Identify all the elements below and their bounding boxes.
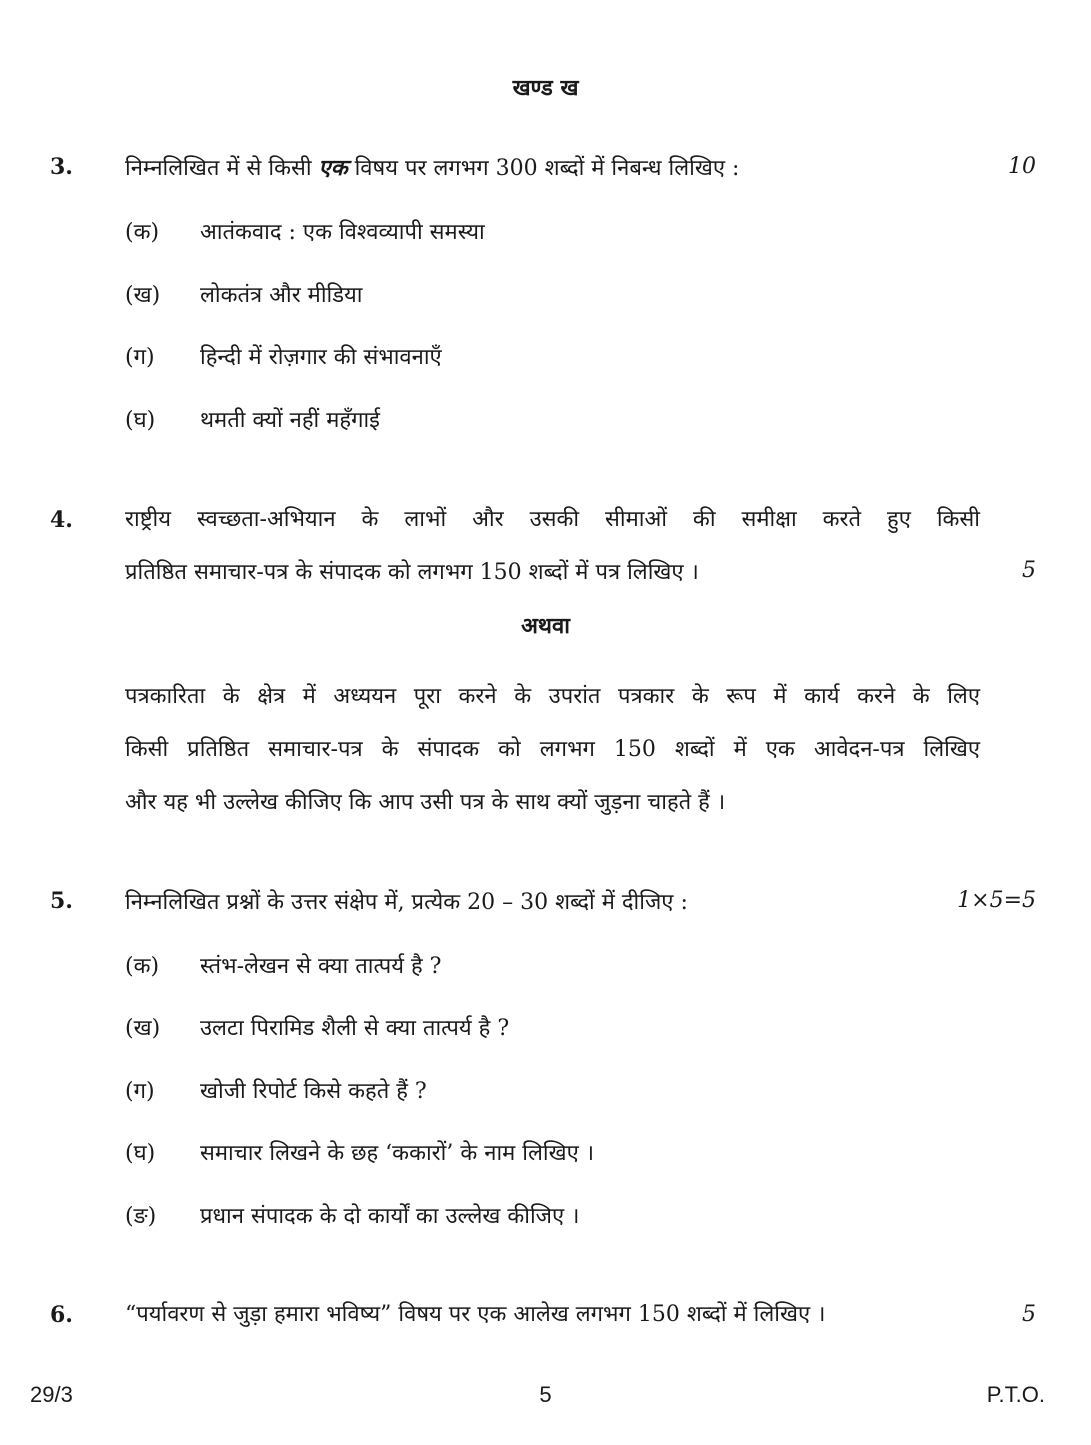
q3-option-text: लोकतंत्र और मीडिया xyxy=(200,283,363,308)
question-3-text xyxy=(125,152,739,182)
question-4-line: प्रतिष्ठित समाचार-पत्र के संपादक को लगभग 150 शब्दों में पत्र लिखिए । xyxy=(125,560,699,585)
page-number: 5 xyxy=(539,1382,552,1407)
question-4-alt-line: और यह भी उल्लेख कीजिए कि आप उसी पत्र के साथ क्यों जुड़ना चाहते हैं । xyxy=(125,790,726,815)
question-5-text: निम्नलिखित प्रश्नों के उत्तर संक्षेप में, प्रत्येक 20 – 30 शब्दों में दीजिए : xyxy=(125,890,688,915)
q5-option-label: (ग) xyxy=(125,1079,155,1104)
q5-option-label: (क) xyxy=(125,954,160,979)
question-3-marks: 10 xyxy=(1008,154,1036,179)
q3-option-label: (ख) xyxy=(125,283,161,308)
section-title: खण्ड ख xyxy=(512,75,579,101)
question-4-alt-line: पत्रकारिता के क्षेत्र में अध्ययन पूरा करने के उपरांत पत्रकार के रूप में कार्य करने के लिए xyxy=(125,684,980,709)
question-5-number: 5. xyxy=(50,888,73,914)
question-3-emphasis: एक xyxy=(318,155,348,181)
q5-option-text: उलटा पिरामिड शैली से क्या तात्पर्य है ? xyxy=(200,1016,510,1041)
question-5-marks: 1×5=5 xyxy=(957,888,1036,913)
q5-option-label: (घ) xyxy=(125,1141,156,1166)
or-label: अथवा xyxy=(521,613,570,639)
q5-option-label: (ख) xyxy=(125,1016,161,1041)
q3-option-label: (घ) xyxy=(125,408,156,433)
question-6-marks: 5 xyxy=(1022,1302,1036,1327)
question-3-text-before: निम्नलिखित में से किसी xyxy=(125,156,319,181)
q3-option-text: आतंकवाद : एक विश्वव्यापी समस्या xyxy=(200,220,485,245)
question-6-text: “पर्यावरण से जुड़ा हमारा भविष्य” विषय पर एक आलेख लगभग 150 शब्दों में लिखिए । xyxy=(125,1302,826,1327)
q3-option-label: (क) xyxy=(125,220,160,245)
question-4-marks: 5 xyxy=(1022,558,1036,583)
q5-option-text: खोजी रिपोर्ट किसे कहते हैं ? xyxy=(200,1079,427,1104)
question-6-number: 6. xyxy=(50,1302,73,1328)
q3-option-text: हिन्दी में रोज़गार की संभावनाएँ xyxy=(200,345,442,370)
question-4-alt-line: किसी प्रतिष्ठित समाचार-पत्र के संपादक को लगभग 150 शब्दों में एक आवेदन-पत्र लिखिए xyxy=(125,737,980,762)
question-3-text-after: विषय पर लगभग 300 शब्दों में निबन्ध लिखिए : xyxy=(347,156,740,181)
question-4-line: राष्ट्रीय स्वच्छता-अभियान के लाभों और उसकी सीमाओं की समीक्षा करते हुए किसी xyxy=(125,507,980,532)
q3-option-text: थमती क्यों नहीं महँगाई xyxy=(200,408,380,433)
paper-code: 29/3 xyxy=(30,1382,73,1407)
pto-label: P.T.O. xyxy=(986,1382,1045,1407)
question-3-number: 3. xyxy=(50,154,73,180)
q5-option-text: स्तंभ-लेखन से क्या तात्पर्य है ? xyxy=(200,954,442,979)
q5-option-text: समाचार लिखने के छह ‘ककारों’ के नाम लिखिए । xyxy=(200,1141,595,1166)
q3-option-label: (ग) xyxy=(125,345,155,370)
q5-option-label: (ङ) xyxy=(125,1204,157,1229)
q5-option-text: प्रधान संपादक के दो कार्यों का उल्लेख कीजिए । xyxy=(200,1204,580,1229)
question-4-number: 4. xyxy=(50,507,73,533)
